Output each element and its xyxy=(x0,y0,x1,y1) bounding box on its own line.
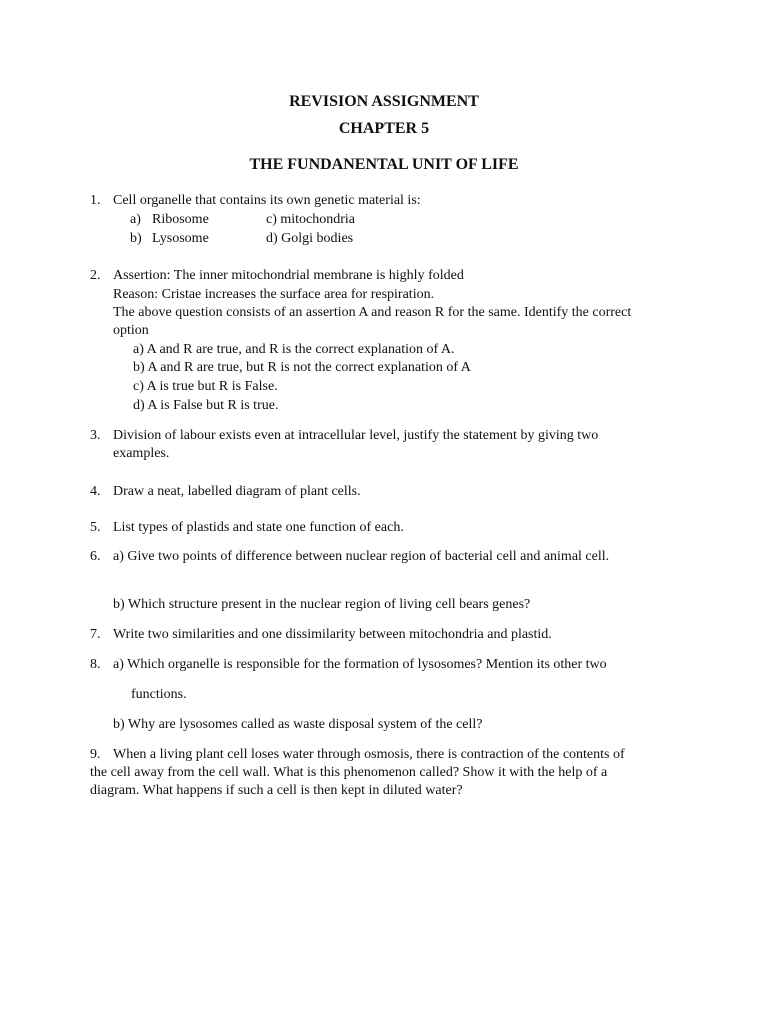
instruction-text-cont: option xyxy=(113,323,149,338)
question-text: Draw a neat, labelled diagram of plant cells. xyxy=(113,484,361,499)
chapter-heading: CHAPTER 5 xyxy=(338,120,430,137)
question-part-a-cont: functions. xyxy=(131,687,187,702)
option-a: a) A and R are true, and R is the correct explanation of A. xyxy=(133,342,455,357)
question-text: When a living plant cell loses water through osmosis, there is contraction of the contents of xyxy=(113,747,625,762)
question-text-cont: diagram. What happens if such a cell is then kept in diluted water? xyxy=(90,783,463,798)
option-b: Lysosome xyxy=(152,231,209,246)
question-text-cont: the cell away from the cell wall. What is this phenomenon called? Show it with the help of a xyxy=(90,765,608,780)
question-part-a: a) Give two points of difference between nuclear region of bacterial cell and animal cell. xyxy=(113,549,610,564)
question-part-a: a) Which organelle is responsible for the formation of lysosomes? Mention its other two xyxy=(113,657,607,672)
instruction-text: The above question consists of an assertion A and reason R for the same. Identify the correct xyxy=(113,305,632,320)
option-a: Ribosome xyxy=(152,212,209,227)
question-number: 2. xyxy=(90,268,101,283)
assertion-text: Assertion: The inner mitochondrial membrane is highly folded xyxy=(113,268,464,283)
question-text: List types of plastids and state one function of each. xyxy=(113,520,404,535)
option-b-letter: b) xyxy=(130,231,142,246)
question-number: 6. xyxy=(90,549,101,564)
question-text-cont: examples. xyxy=(113,446,170,461)
option-c: c) mitochondria xyxy=(266,212,356,227)
reason-text: Reason: Cristae increases the surface area for respiration. xyxy=(113,287,435,302)
option-a-letter: a) xyxy=(130,212,141,227)
option-d: d) Golgi bodies xyxy=(266,231,354,246)
question-number: 7. xyxy=(90,627,101,642)
question-number: 5. xyxy=(90,520,101,535)
question-number: 1. xyxy=(90,193,101,208)
question-number: 8. xyxy=(90,657,101,672)
question-number: 9. xyxy=(90,747,101,762)
question-number: 3. xyxy=(90,428,101,443)
question-text: Cell organelle that contains its own genetic material is: xyxy=(113,193,421,208)
question-part-b: b) Which structure present in the nuclear region of living cell bears genes? xyxy=(113,597,531,612)
question-text: Write two similarities and one dissimilarity between mitochondria and plastid. xyxy=(113,627,552,642)
question-part-b: b) Why are lysosomes called as waste disposal system of the cell? xyxy=(113,717,483,732)
subject-heading: THE FUNDANENTAL UNIT OF LIFE xyxy=(249,156,519,173)
option-c: c) A is true but R is False. xyxy=(133,379,278,394)
option-d: d) A is False but R is true. xyxy=(133,398,279,413)
question-number: 4. xyxy=(90,484,101,499)
question-text: Division of labour exists even at intracellular level, justify the statement by giving two xyxy=(113,428,599,443)
assignment-title: REVISION ASSIGNMENT xyxy=(289,93,479,110)
option-b: b) A and R are true, but R is not the correct explanation of A xyxy=(133,360,471,375)
